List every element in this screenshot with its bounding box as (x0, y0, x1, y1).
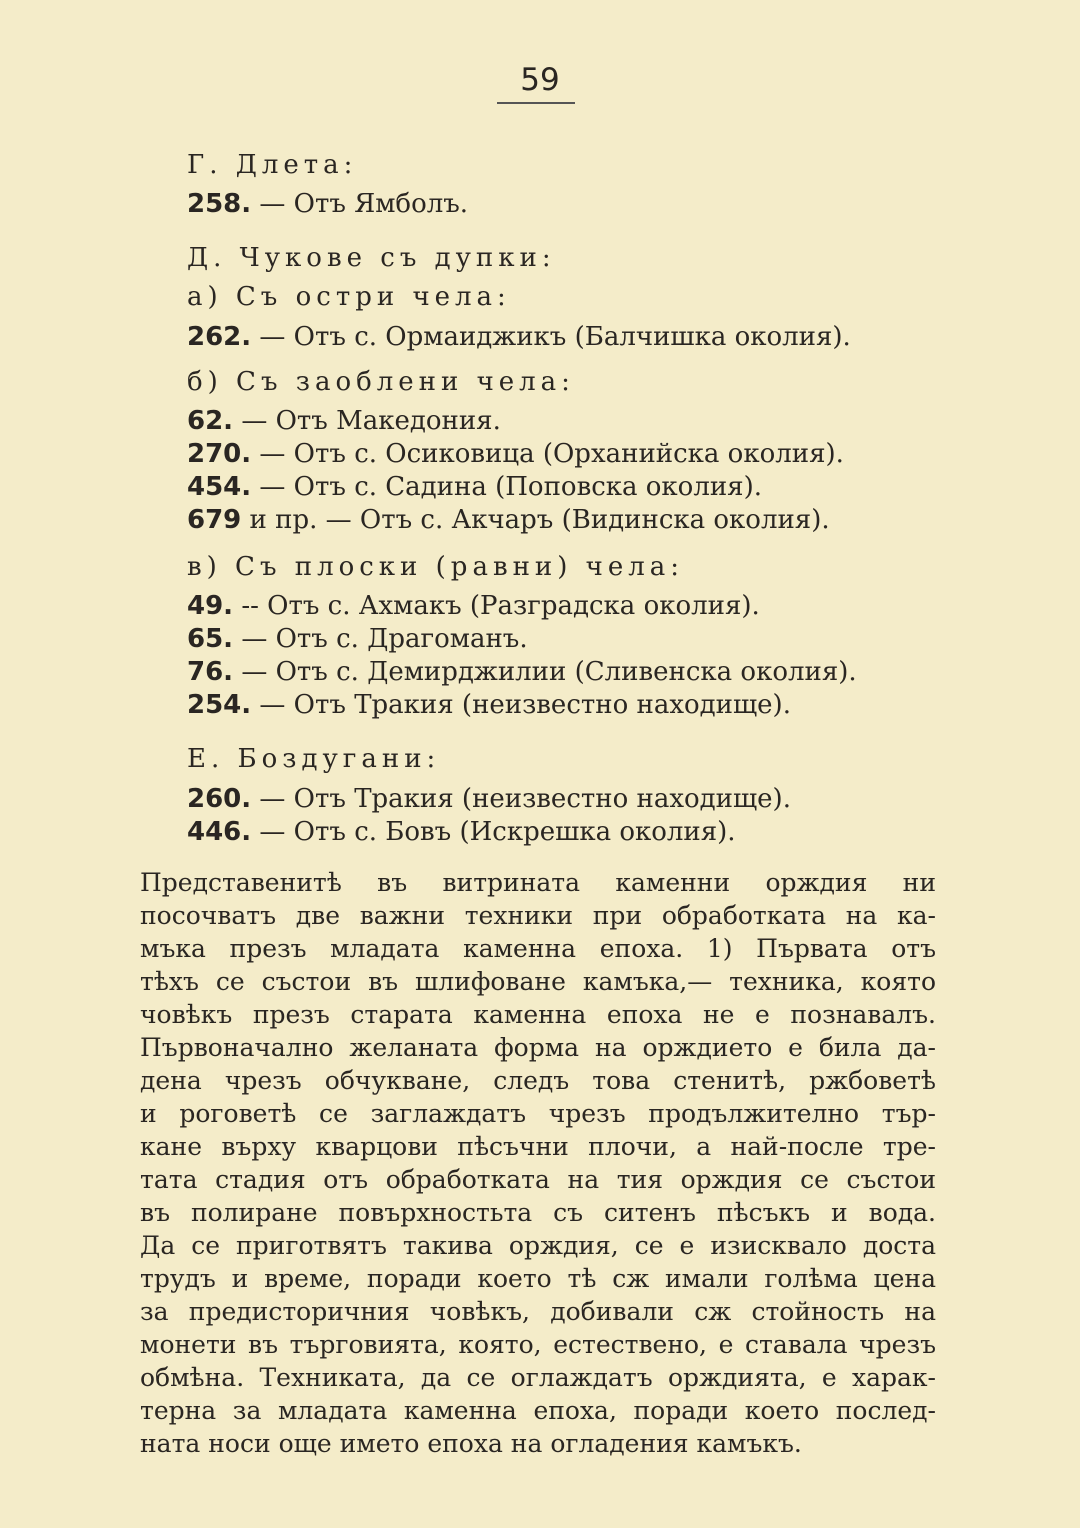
section-heading-d: Д. Чукове съ дупки: (187, 243, 556, 273)
page-number-rule (497, 102, 575, 104)
list-item (187, 472, 762, 502)
entry-text: — Отъ с. Осиковица (Орханийска околия). (251, 439, 844, 469)
entry-text: — Отъ с. Демирджилии (Сливенска околия). (233, 657, 857, 687)
entry-text: — Отъ с. Ормаиджикъ (Балчишка околия). (251, 322, 851, 352)
entry-text: — Отъ Тракия (неизвестно находище). (251, 690, 791, 720)
paragraph-line: Да се приготвятъ такива орждия, се е изисквало доста (140, 1231, 936, 1260)
list-item (187, 439, 844, 469)
paragraph-line: Представенитѣ въ витрината каменни орждия ни (140, 868, 936, 897)
list-item (187, 624, 528, 654)
paragraph-line: тата стадия отъ обработката на тия орждия се състои (140, 1165, 936, 1194)
catalog-number: 49. (187, 591, 234, 621)
section-heading-g: Г. Длета: (187, 150, 358, 180)
list-item (187, 784, 791, 814)
catalog-number: 446. (187, 817, 252, 847)
paragraph-line: Първоначално желаната форма на орждието е била да- (140, 1033, 936, 1062)
paragraph-line: обмѣна. Техниката, да се оглаждатъ орждията, е харак- (140, 1363, 936, 1392)
catalog-number: 65. (187, 624, 234, 654)
catalog-number: 258. (187, 189, 252, 219)
entry-text: -- Отъ с. Ахмакъ (Разградска околия). (233, 591, 760, 621)
list-item (187, 817, 736, 847)
entry-text: — Отъ с. Драгоманъ. (233, 624, 528, 654)
catalog-number: 260. (187, 784, 252, 814)
section-heading-e: Е. Боздугани: (187, 744, 441, 774)
catalog-number: 270. (187, 439, 252, 469)
paragraph-line: терна за младата каменна епоха, поради което послед- (140, 1396, 936, 1425)
paragraph-line: тѣхъ се състои въ шлифоване камъка,— техника, която (140, 967, 936, 996)
paragraph-line: въ полиране повърхностьта съ ситенъ пѣсъкъ и вода. (140, 1198, 936, 1227)
entry-text: — Отъ Македония. (233, 406, 501, 436)
list-item (187, 591, 760, 621)
paragraph-line: монети въ търговията, която, естествено, е ставала чрезъ (140, 1330, 936, 1359)
catalog-number: 454. (187, 472, 252, 502)
subheading-d-v: в) Съ плоски (равни) чела: (187, 552, 684, 582)
catalog-number: 76. (187, 657, 234, 687)
paragraph-line: и роговетѣ се заглаждатъ чрезъ продължително тър- (140, 1099, 936, 1128)
subheading-d-b: б) Съ заоблени чела: (187, 367, 575, 397)
paragraph-line: за предисторичния човѣкъ, добивали сж стойность на (140, 1297, 936, 1326)
list-item (187, 406, 501, 436)
list-item (187, 657, 857, 687)
list-item (187, 189, 468, 219)
catalog-number: 679 (187, 505, 242, 535)
entry-text: — Отъ Ямболъ. (251, 189, 469, 219)
paragraph-line: посочватъ две важни техники при обработката на ка- (140, 901, 936, 930)
paragraph-line: човѣкъ презъ старата каменна епоха не е познавалъ. (140, 1000, 936, 1029)
paragraph-line: дена чрезъ обчукване, следъ това стенитѣ, ржбоветѣ (140, 1066, 936, 1095)
list-item (187, 505, 830, 535)
entry-text: — Отъ Тракия (неизвестно находище). (251, 784, 791, 814)
entry-text: — Отъ с. Бовъ (Искрешка околия). (251, 817, 736, 847)
page-number: 59 (520, 62, 560, 98)
paragraph-line: мъка презъ младата каменна епоха. 1) Първата отъ (140, 934, 936, 963)
catalog-number: 62. (187, 406, 234, 436)
paragraph-line: кане върху кварцови пѣсъчни плочи, а най-после тре- (140, 1132, 936, 1161)
paragraph-line: трудъ и време, поради което тѣ сж имали голѣма цена (140, 1264, 936, 1293)
body-paragraph (140, 866, 936, 1460)
entry-text: — Отъ с. Садина (Поповска околия). (251, 472, 762, 502)
catalog-number: 254. (187, 690, 252, 720)
list-item (187, 322, 851, 352)
paragraph-line: ната носи още името епоха на огладения камъкъ. (140, 1429, 802, 1458)
entry-text: и пр. — Отъ с. Акчаръ (Видинска околия). (241, 505, 830, 535)
catalog-number: 262. (187, 322, 252, 352)
subheading-d-a: а) Съ остри чела: (187, 282, 511, 312)
list-item (187, 690, 791, 720)
